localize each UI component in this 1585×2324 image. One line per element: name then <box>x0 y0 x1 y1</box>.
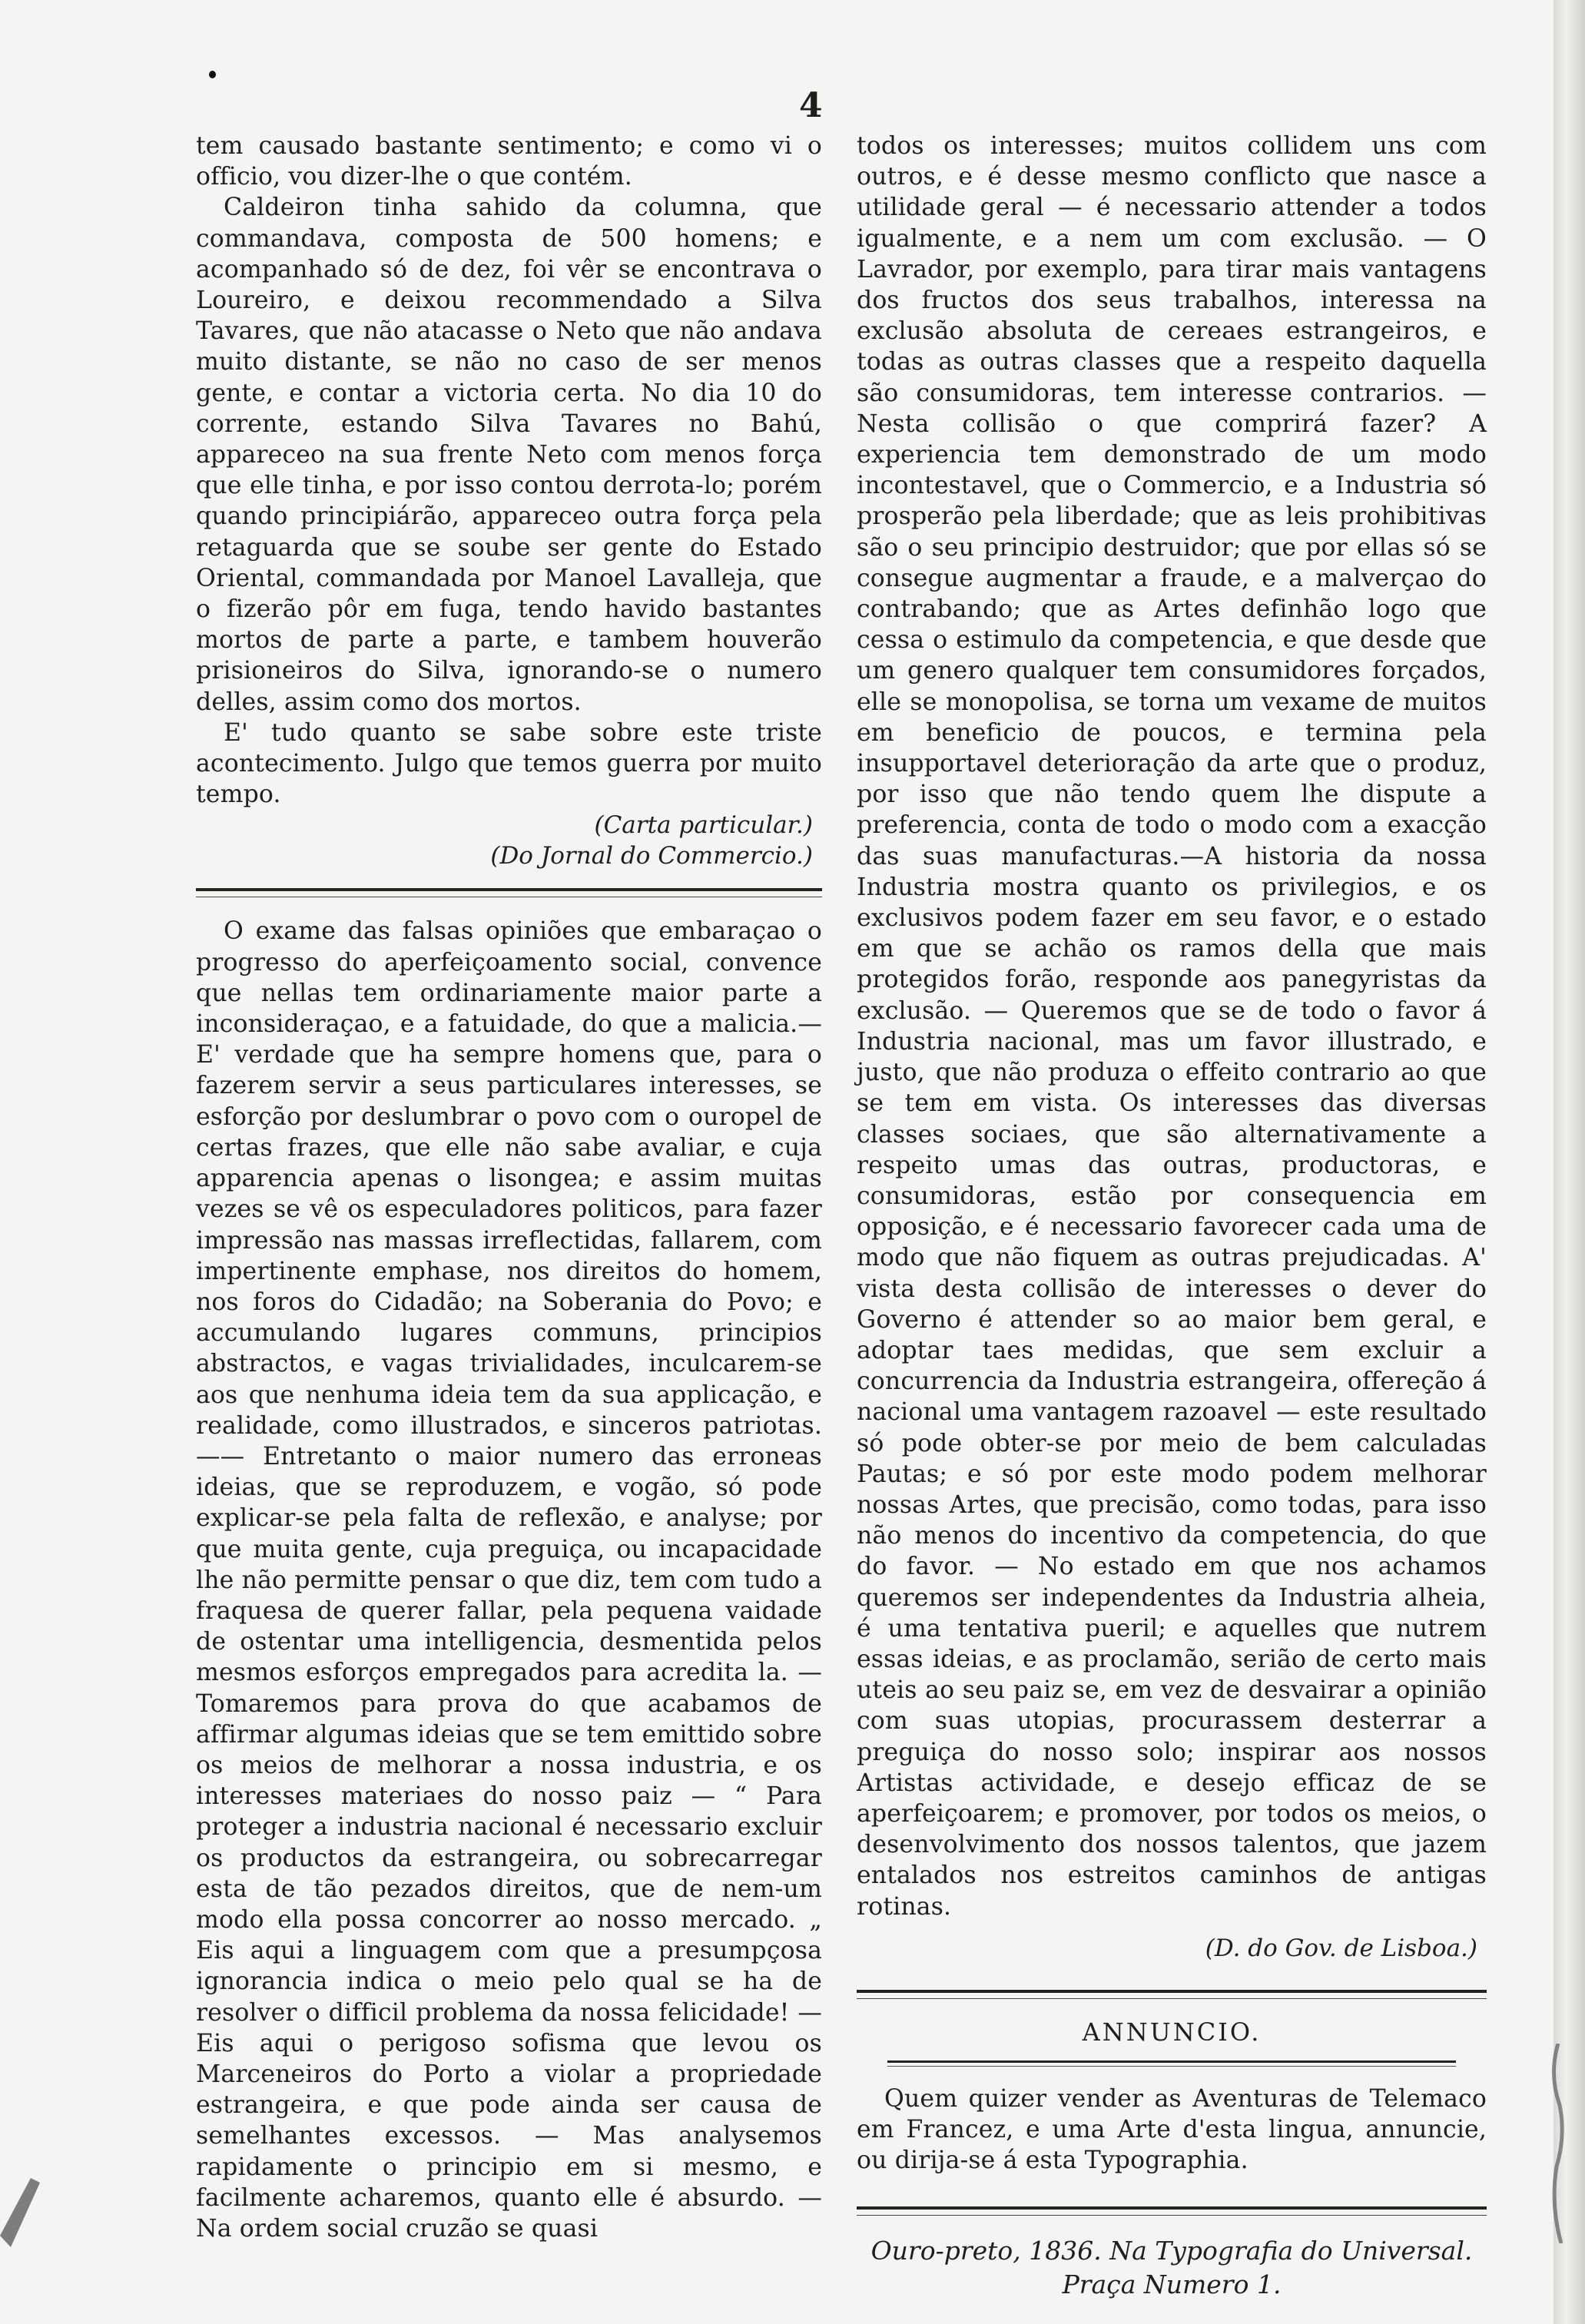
source-credit: (Carta particular.) <box>594 811 813 840</box>
left-column <box>196 131 822 2244</box>
edge-smudge <box>1543 2044 1573 2243</box>
page-number: 4 <box>799 86 823 125</box>
announcement-text: Quem quizer vender as Aventuras de Telemaco em Francez, e uma Arte d'esta lingua, annuncie, ou dirija-se á esta Typographia. <box>857 2084 1487 2175</box>
letter-paragraph: Caldeiron tinha sahido da columna, que commandava, composta de 500 homens; e acompanhado só de dez, foi vêr se encontrava o Loureiro, e deixou recommendado a Silva Tavares, que não atacasse o Neto que não andava muito distante, se não no caso de ser menos gente, e contar a victoria certa. No dia 10 do corrente, estando Silva Tavares no Bahú, appareceo na sua frente Neto com menos força que elle tinha, e por isso contou derrota-lo; porém quando principiárão, appareceo outra força pela retaguarda que se soube ser gente do Estado Oriental, commandada por Manoel Lavalleja, que o fizerão pôr em fuga, tendo havido bastantes mortos de parte a parte, e tambem houverão prisioneiros do Silva, ignorando-se o numero delles, assim como dos mortos. <box>196 194 822 716</box>
section-divider <box>857 1990 1487 1999</box>
ink-speck <box>209 71 216 78</box>
page-edge <box>1553 0 1585 2324</box>
section-divider <box>196 888 822 897</box>
announcement-divider <box>887 2060 1456 2067</box>
article-paragraph: O exame das falsas opiniões que embaraçao o progresso do aperfeiçoamento social, convence que nellas tem ordinariamente maior parte a inconsideraçao, e a fatuidade, do que a malicia.— E' verdade que ha sempre homens que, para o fazerem servir a seus particulares interesses, se esforção por deslumbrar o povo com o ouropel de certas frazes, que elle não sabe avaliar, e cuja apparencia apenas o lisongea; e assim muitas vezes se vê os especuladores politicos, para fazer impressão nas massas irreflectidas, fallarem, com impertinente emphase, nos direitos do homem, nos foros do Cidadão; na Soberania do Povo; e accumulando lugares communs, principios abstractos, e vagas trivialidades, inculcarem-se aos que nenhuma ideia tem da sua applicação, e realidade, como illustrados, e sinceros patriotas. —— Entretanto o maior numero das erroneas ideias, que se reproduzem, e vogão, só pode explicar-se pela falta de reflexão, e analyse; por que muita gente, cuja preguiça, ou incapacidade lhe não permitte pensar o que diz, tem com tudo a fraquesa de querer fallar, pela pequena vaidade de ostentar uma intelligencia, desmentida pelos mesmos esforços empregados para acredita la. — Tomaremos para prova do que acabamos de affirmar algumas ideias que se tem emittido sobre os meios de melhorar a nossa industria, e os interesses materiaes do nosso paiz — “ Para proteger a industria nacional é necessario excluir os productos da estrangeira, ou sobrecarregar esta de tão pezados direitos, que de nem-um modo ella possa concorrer ao nosso mercado. „ Eis aqui a linguagem com que a presumpçosa ignorancia indica o meio pelo qual se ha de resolver o difficil problema da nossa felicidade! — Eis aqui o perigoso sofisma que levou os Marceneiros do Porto a violar a propriedade estrangeira, e que pode ainda ser causa de semelhantes excessos. — Mas analysemos rapidamente o principio em si mesmo, e facilmente acharemos, quanto elle é absurdo. — Na ordem social cruzão se quasi <box>196 917 822 2243</box>
source-credit: (D. do Gov. de Lisboa.) <box>1205 1934 1477 1962</box>
right-column <box>857 131 1487 2302</box>
announcement-title: ANNUNCIO. <box>1082 2017 1262 2047</box>
letter-paragraph: tem causado bastante sentimento; e como vi o officio, vou dizer-lhe o que contém. <box>196 132 822 191</box>
letter-paragraph: E' tudo quanto se sabe sobre este triste acontecimento. Julgo que temos guerra por muito tempo. <box>196 718 822 809</box>
section-divider <box>857 2206 1487 2216</box>
imprint-line: Ouro-preto, 1836. Na Typografia do Universal. Praça Numero 1. <box>870 2236 1473 2300</box>
ink-smudge <box>0 2163 54 2255</box>
source-credit: (Do Jornal do Commercio.) <box>490 842 813 870</box>
article-paragraph: todos os interesses; muitos collidem uns com outros, e é desse mesmo conflicto que nasce a utilidade geral — é necessario attender a todos igualmente, e a nem um com exclusão. — O Lavrador, por exemplo, para tirar mais vantagens dos fructos dos seus trabalhos, interessa na exclusão absoluta de cereaes estrangeiros, e todas as outras classes que a respeito daquella são consumidoras, tem interesse contrarios. —Nesta collisão o que comprirá fazer? A experiencia tem demonstrado de um modo incontestavel, que o Commercio, e a Industria só prosperão pela liberdade; que as leis prohibitivas são o seu principio destruidor; que por ellas só se consegue augmentar a fraude, e a malverçao do contrabando; que as Artes definhão logo que cessa o estimulo da competencia, e que desde que um genero qualquer tem consumidores forçados, elle se monopolisa, se torna um vexame de muitos em beneficio de poucos, e termina pela insupportavel deterioração da arte que o produz, por isso que não tendo quem lhe dispute a preferencia, conta de todo o modo com a exacção das suas manufacturas.—A historia da nossa Industria mostra quanto os privilegios, e os exclusivos podem fazer em seu favor, e o estado em que se achão os ramos della que mais protegidos forão, responde aos panegyristas da exclusão. — Queremos que se de todo o favor á Industria nacional, mas um favor illustrado, e justo, que não produza o effeito contrario ao que se tem em vista. Os interesses das diversas classes sociaes, que são alternativamente a respeito umas das outras, productoras, e consumidoras, estão por consequencia em opposição, e é necessario favorecer cada uma de modo que não fiquem as outras prejudicadas. A' vista desta collisão de interesses o dever do Governo é attender so ao maior bem geral, e adoptar taes medidas, que sem excluir a concurrencia da Industria estrangeira, offereção á nacional uma vantagem razoavel — este resultado só pode obter-se por meio de bem calculadas Pautas; e só por este modo podem melhorar nossas Artes, que precisão, como todas, para isso não menos do incentivo da competencia, do que do favor. — No estado em que nos achamos queremos ser independentes da Industria alheia, é uma tentativa pueril; e aquelles que nutrem essas ideias, e as proclamão, serião de certo mais uteis ao seu paiz se, em vez de desvairar a opinião com suas utopias, procurassem desterrar a preguiça do nosso solo; inspirar aos nossos Artistas actividade, e desejo efficaz de se aperfeiçoarem; e promover, por todos os meios, o desenvolvimento dos nossos talentos, que jazem entalados nos estreitos caminhos de antigas rotinas. <box>857 132 1487 1921</box>
